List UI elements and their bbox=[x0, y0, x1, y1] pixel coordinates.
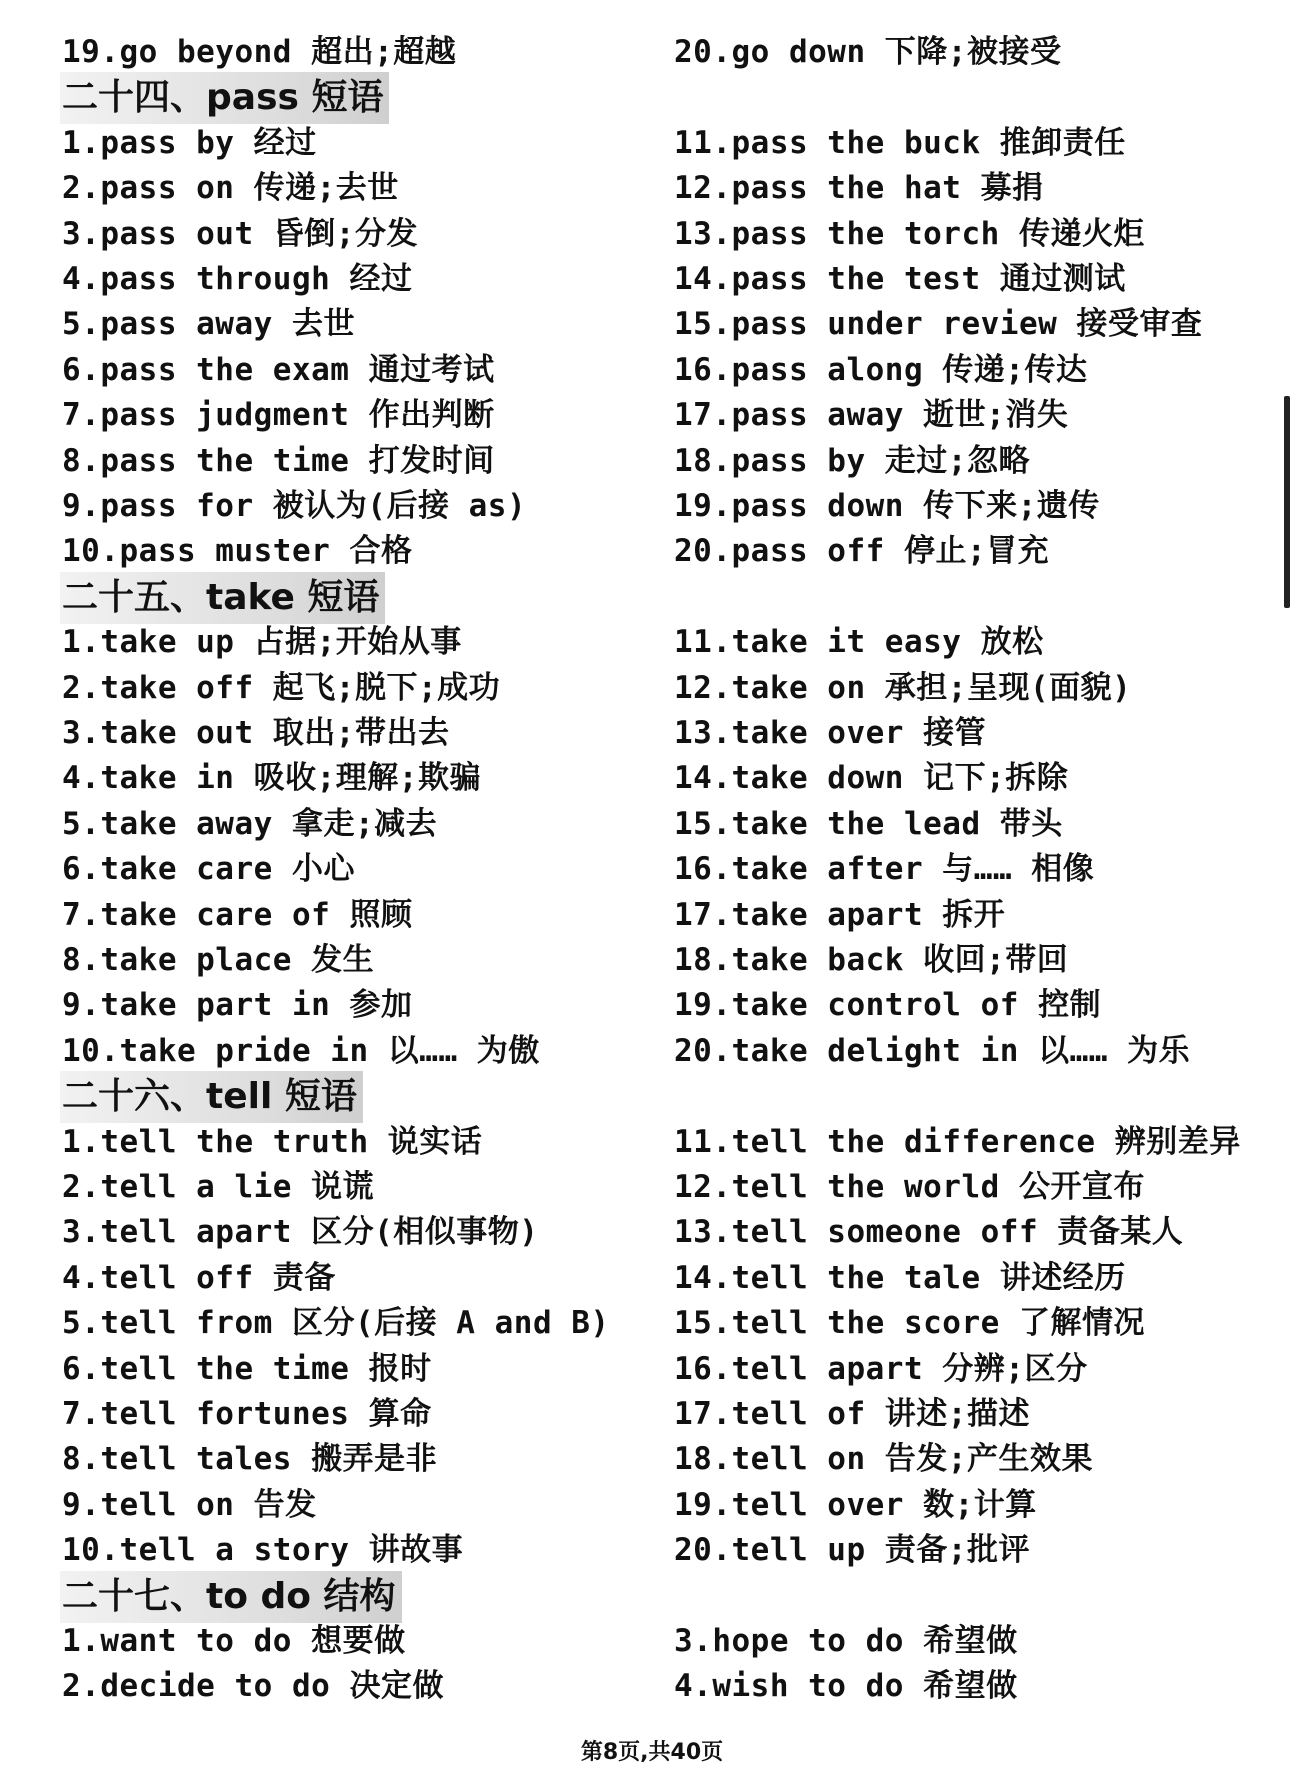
phrase-row bbox=[0, 528, 1304, 574]
phrase-entry: 13.tell someone off 责备某人 bbox=[674, 1214, 1184, 1251]
phrase-entry: 16.pass along 传递;传达 bbox=[674, 351, 1088, 388]
phrase-entry: 20.go down 下降;被接受 bbox=[674, 34, 1062, 70]
phrase-entry: 19.take control of 控制 bbox=[674, 987, 1102, 1024]
phrase-entry: 4.take in 吸收;理解;欺骗 bbox=[62, 760, 481, 797]
phrase-entry: 15.take the lead 带头 bbox=[674, 805, 1063, 842]
phrase-entry: 5.tell from 区分(后接 A and B) bbox=[62, 1305, 610, 1342]
phrase-entry: 10.pass muster 合格 bbox=[62, 533, 413, 570]
phrase-entry: 1.pass by 经过 bbox=[62, 124, 317, 161]
phrase-entry: 2.tell a lie 说谎 bbox=[62, 1169, 375, 1205]
phrase-entry: 11.pass the buck 推卸责任 bbox=[674, 124, 1126, 161]
phrase-entry: 11.take it easy 放松 bbox=[674, 624, 1044, 661]
phrase-entry: 10.tell a story 讲故事 bbox=[62, 1532, 464, 1569]
phrase-entry: 9.pass for 被认为(后接 as) bbox=[62, 488, 527, 524]
phrase-entry: 18.take back 收回;带回 bbox=[674, 942, 1069, 978]
phrase-row bbox=[0, 982, 1304, 1028]
phrase-entry: 14.pass the test 通过测试 bbox=[674, 261, 1126, 297]
phrase-row bbox=[0, 392, 1304, 438]
phrase-entry: 11.tell the difference 辨别差异 bbox=[674, 1123, 1241, 1160]
phrase-entry: 6.pass the exam 通过考试 bbox=[62, 351, 495, 388]
phrase-entry: 5.take away 拿走;减去 bbox=[62, 805, 438, 842]
phrase-entry: 20.tell up 责备;批评 bbox=[674, 1532, 1030, 1569]
phrase-entry: 8.tell tales 搬弄是非 bbox=[62, 1441, 438, 1478]
section-heading: 二十五、take 短语 bbox=[60, 572, 385, 624]
phrase-row bbox=[0, 1527, 1304, 1573]
phrase-entry: 13.take over 接管 bbox=[674, 715, 987, 751]
phrase-row bbox=[0, 665, 1304, 711]
phrase-row bbox=[0, 1300, 1304, 1346]
phrase-entry: 16.tell apart 分辨;区分 bbox=[674, 1350, 1088, 1387]
scrollbar[interactable] bbox=[1284, 396, 1290, 608]
phrase-entry: 3.tell apart 区分(相似事物) bbox=[62, 1214, 539, 1251]
phrase-entry: 18.pass by 走过;忽略 bbox=[674, 442, 1030, 479]
section-heading: 二十四、pass 短语 bbox=[60, 72, 389, 124]
phrase-entry: 19.pass down 传下来;遗传 bbox=[674, 488, 1100, 524]
phrase-row bbox=[0, 1028, 1304, 1074]
phrase-entry: 14.tell the tale 讲述经历 bbox=[674, 1259, 1126, 1296]
phrase-row bbox=[0, 120, 1304, 166]
phrase-entry: 3.hope to do 希望做 bbox=[674, 1623, 1018, 1659]
phrase-entry: 2.take off 起飞;脱下;成功 bbox=[62, 669, 501, 706]
phrase-entry: 1.take up 占据;开始从事 bbox=[62, 624, 462, 661]
phrase-entry: 4.wish to do 希望做 bbox=[674, 1668, 1018, 1705]
phrase-row bbox=[0, 1255, 1304, 1301]
phrase-entry: 7.pass judgment 作出判断 bbox=[62, 397, 495, 434]
phrase-entry: 15.pass under review 接受审查 bbox=[674, 306, 1203, 343]
phrase-row bbox=[0, 755, 1304, 801]
phrase-row bbox=[0, 937, 1304, 983]
phrase-entry: 7.tell fortunes 算命 bbox=[62, 1396, 432, 1432]
phrase-entry: 17.tell of 讲述;描述 bbox=[674, 1396, 1030, 1432]
phrase-entry: 12.take on 承担;呈现(面貌) bbox=[674, 669, 1132, 706]
phrase-entry: 9.tell on 告发 bbox=[62, 1486, 317, 1523]
phrase-entry: 12.tell the world 公开宣布 bbox=[674, 1169, 1145, 1205]
phrase-row bbox=[0, 801, 1304, 847]
phrase-row bbox=[0, 892, 1304, 938]
phrase-row bbox=[0, 483, 1304, 529]
phrase-entry: 8.take place 发生 bbox=[62, 942, 375, 978]
phrase-entry: 4.tell off 责备 bbox=[62, 1259, 336, 1296]
phrase-entry: 1.want to do 想要做 bbox=[62, 1623, 406, 1659]
phrase-row bbox=[0, 1391, 1304, 1437]
phrase-row bbox=[0, 29, 1304, 75]
phrase-entry: 16.take after 与…… 相像 bbox=[674, 851, 1095, 888]
phrase-entry: 17.take apart 拆开 bbox=[674, 896, 1006, 933]
phrase-entry: 10.take pride in 以…… 为傲 bbox=[62, 1032, 540, 1069]
phrase-entry: 14.take down 记下;拆除 bbox=[674, 760, 1069, 797]
phrase-entry: 3.take out 取出;带出去 bbox=[62, 715, 450, 751]
phrase-row bbox=[0, 1346, 1304, 1392]
phrase-entry: 12.pass the hat 募捐 bbox=[674, 170, 1044, 207]
phrase-entry: 9.take part in 参加 bbox=[62, 987, 413, 1024]
phrase-row bbox=[0, 1663, 1304, 1709]
phrase-row bbox=[0, 301, 1304, 347]
phrase-row bbox=[0, 619, 1304, 665]
phrase-entry: 7.take care of 照顾 bbox=[62, 896, 413, 933]
phrase-entry: 20.take delight in 以…… 为乐 bbox=[674, 1032, 1191, 1069]
phrase-entry: 15.tell the score 了解情况 bbox=[674, 1305, 1145, 1342]
phrase-row bbox=[0, 1119, 1304, 1165]
phrase-entry: 3.pass out 昏倒;分发 bbox=[62, 215, 418, 252]
section-heading: 二十七、to do 结构 bbox=[60, 1571, 402, 1623]
phrase-entry: 2.decide to do 决定做 bbox=[62, 1668, 444, 1705]
phrase-entry: 6.tell the time 报时 bbox=[62, 1350, 432, 1387]
phrase-entry: 1.tell the truth 说实话 bbox=[62, 1123, 483, 1160]
phrase-entry: 20.pass off 停止;冒充 bbox=[674, 533, 1050, 570]
phrase-row bbox=[0, 211, 1304, 257]
phrase-row bbox=[0, 1164, 1304, 1210]
phrase-entry: 5.pass away 去世 bbox=[62, 306, 355, 343]
phrase-entry: 4.pass through 经过 bbox=[62, 261, 413, 297]
phrase-row bbox=[0, 256, 1304, 302]
phrase-entry: 8.pass the time 打发时间 bbox=[62, 442, 495, 479]
phrase-entry: 18.tell on 告发;产生效果 bbox=[674, 1441, 1093, 1478]
phrase-row bbox=[0, 710, 1304, 756]
section-heading: 二十六、tell 短语 bbox=[60, 1071, 363, 1123]
phrase-entry: 6.take care 小心 bbox=[62, 851, 355, 888]
phrase-row bbox=[0, 1618, 1304, 1664]
phrase-row bbox=[0, 165, 1304, 211]
phrase-entry: 19.tell over 数;计算 bbox=[674, 1486, 1037, 1523]
phrase-entry: 19.go beyond 超出;超越 bbox=[62, 34, 457, 70]
phrase-entry: 13.pass the torch 传递火炬 bbox=[674, 215, 1145, 252]
phrase-row bbox=[0, 1436, 1304, 1482]
page-footer: 第8页,共40页 bbox=[580, 1740, 724, 1765]
phrase-row bbox=[0, 1209, 1304, 1255]
phrase-row bbox=[0, 846, 1304, 892]
phrase-entry: 2.pass on 传递;去世 bbox=[62, 170, 399, 207]
phrase-row bbox=[0, 347, 1304, 393]
phrase-entry: 17.pass away 逝世;消失 bbox=[674, 397, 1069, 434]
phrase-row bbox=[0, 438, 1304, 484]
phrase-row bbox=[0, 1482, 1304, 1528]
